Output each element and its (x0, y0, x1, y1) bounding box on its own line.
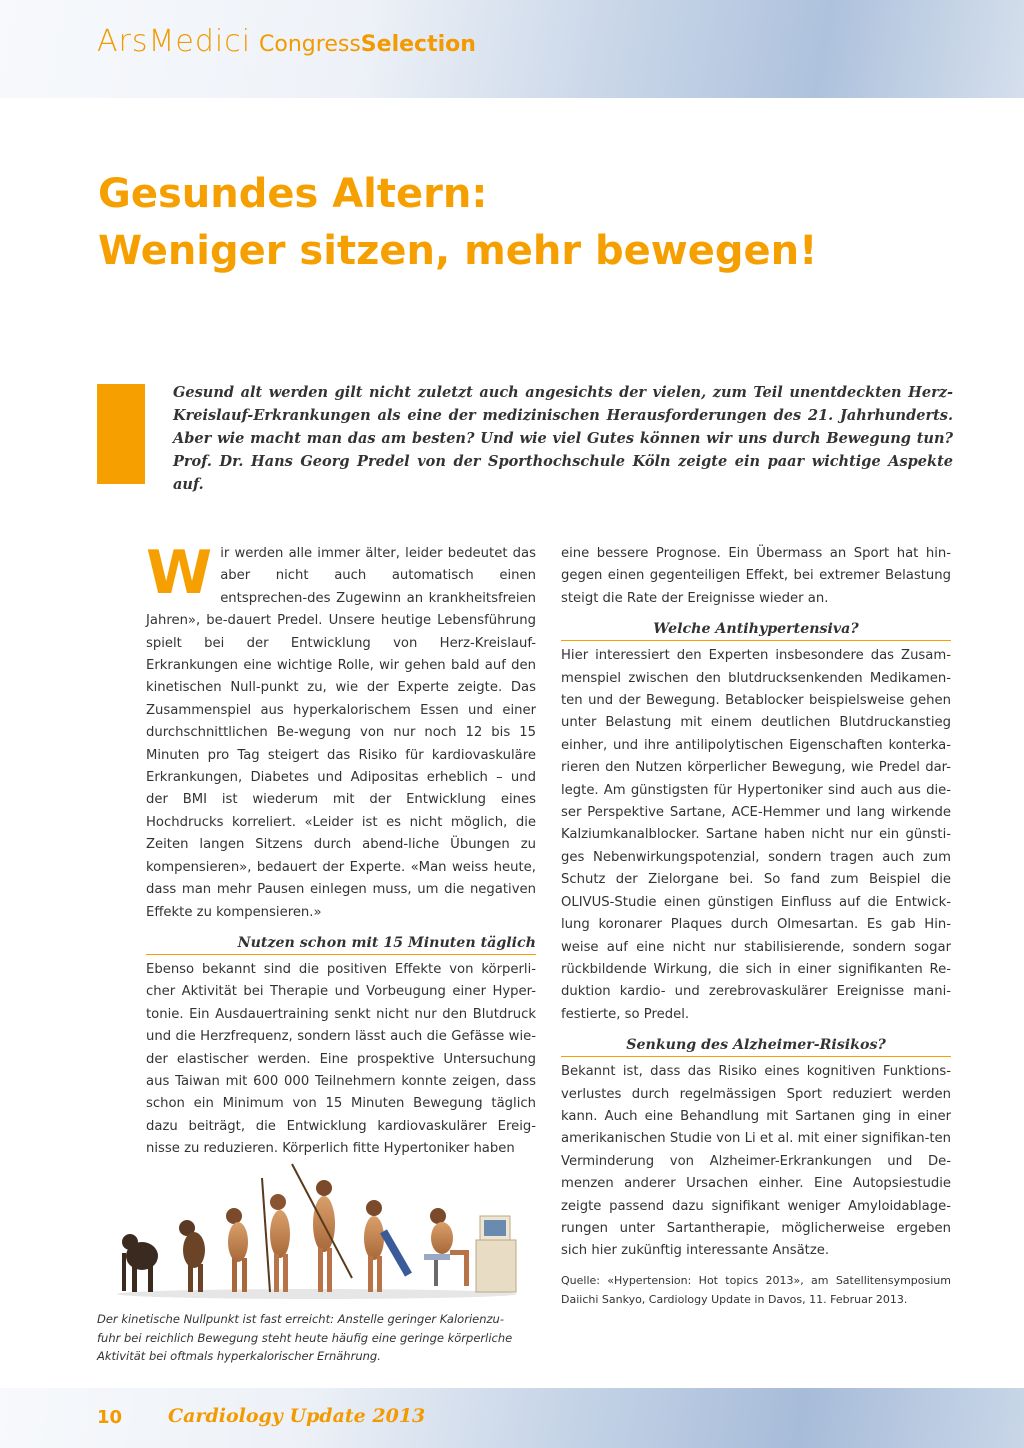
body-paragraph-2: Ebenso bekannt sind die positiven Effekte von körperli-cher Aktivität bei Therapie und Vorbeugung einer Hyper-tonie. Ein Ausdauertraining senkt nicht nur den Blutdruck und die Herzfrequenz, sondern lässt auch die Gefässe wie-der elastischer werden. Eine prospektive Untersuchung aus Taiwan mit 600 000 Teilnehmern konnte zeigen, dass schon ein Minimum von 15 Minuten Bewegung täglich dazu beiträgt, die Entwicklung kardiovaskulärer Ereig-nisse zu reduzieren. Körperlich fitte Hypertoniker haben (146, 961, 536, 1157)
homo-erectus-figure (262, 1178, 290, 1292)
early-hominid-figure (179, 1220, 205, 1292)
lead-accent-bar (97, 384, 145, 484)
computer-user-figure (424, 1208, 516, 1292)
subheading-antihypertensiva: Welche Antihypertensiva? (561, 619, 951, 641)
body-paragraph-3: Hier interessiert den Experten insbesondere das Zusam-menspiel zwischen den blutdrucksenkenden Medikamen-ten und der Bewegung. Betablocker beispielsweise gehen unter Belastung mit einem deutlichen Blutdruckanstieg einher, und ihre antilipolytischen Eigenschaften konterka-rieren den Nutzen körperlicher Bewegung, wie Predel dar-legte. Am günstigsten für Hypertoniker sind auch aus die-ser Perspektive Sartane, ACE-Hemmer und lang wirkende Kalziumkanalblocker. Sartane haben nicht nur ein günsti-ges Nebenwirkungspotenzial, sondern tragen auch zum Schutz der Zielorgane bei. So fand zum Beispiel die OLIVUS-Studie einen günstigen Einfluss auf die Entwick-lung koronarer Plaques durch Olmesartan. Es gab Hin-weise auf eine nicht nur stabilisierende, sondern sogar rückbildende Wirkung, die sich in einer signifikanten Re-duktion kardio- und zerebrovaskulärer Ereignisse mani-festierte, so Predel. (561, 648, 951, 1022)
intro-paragraph (146, 538, 536, 924)
subheading-15-minuten: Nutzen schon mit 15 Minuten täglich (146, 933, 536, 955)
evolution-illustration (112, 1158, 522, 1300)
ars-medici-logo (97, 24, 476, 64)
homo-sapiens-figure (292, 1164, 352, 1292)
ape-figure (122, 1234, 158, 1292)
article-title-line2: Weniger sitzen, mehr bewegen! (98, 228, 818, 274)
subheading-alzheimer: Senkung des Alzheimer-Risikos? (561, 1035, 951, 1057)
hominid-figure (226, 1208, 248, 1292)
intro-text: ir werden alle immer älter, leider bedeutet das aber nicht auch automatisch einen entsprechen-des Zugewinn an krankheitsfreien Jahren», be-dauert Predel. Unsere heutige Lebensführung spielt bei der Entwicklung von Herz-Kreislauf-Erkrankungen eine wichtige Rolle, wir gehen bald auf den kinetischen Null-punkt zu, wie der Experte zeigte. Das Zusammenspiel aus hyperkalorischem Essen und einer durchschnittlichen Be-wegung von nur noch 12 bis 15 Minuten pro Tag steigert das Risiko für kardiovaskuläre Erkrankungen, Diabetes und Adipositas erheblich – und der BMI ist wiederum mit der Entwicklung eines Hochdrucks korreliert. «Leider ist es nicht möglich, die Zeiten langen Sitzens durch abend-liche Übungen zu kompensieren», bedauert der Experte. «Man weiss heute, dass man mehr Pausen einlegen muss, um die negativen Effekte zu kompensieren.» (146, 546, 536, 920)
dropcap: W (146, 538, 213, 608)
footer-band (0, 1388, 1024, 1448)
worker-figure (364, 1200, 412, 1292)
body-paragraph-2-continued: eine bessere Prognose. Ein Übermass an Sport hat hin-gegen einen gegenteiligen Effekt, bei extremer Belastung steigt die Rate der Ereignisse wieder an. (561, 546, 951, 606)
article-title (98, 166, 958, 280)
logo-ars-medici: ArsMedici (97, 24, 252, 59)
body-paragraph-4: Bekannt ist, dass das Risiko eines kognitiven Funktions-verlustes durch regelmässigen Sport reduziert werden kann. Auch eine Behandlung mit Sartanen ging in einer amerikanischen Studie von Li et al. mit einer signifikan-ten Verminderung von Alzheimer-Erkrankungen und De-menzen anderer Ursachen einher. Eine Autopsiestudie zeigte passend dazu signifikant weniger Amyloidablage-rungen unter Sartantherapie, möglicherweise ergeben sich hier zukünftig interessante Ansätze. (561, 1064, 951, 1259)
page-number: 10 (97, 1407, 123, 1428)
column-left (146, 538, 536, 1161)
source-note: Quelle: «Hypertension: Hot topics 2013», am Satellitensymposium Daiichi Sankyo, Cardiology Update in Davos, 11. Februar 2013. (561, 1274, 951, 1306)
journal-name: Cardiology Update 2013 (168, 1405, 426, 1427)
logo-congress: Congress (259, 32, 361, 57)
logo-selection: Selection (360, 32, 476, 57)
figure-caption: Der kinetische Nullpunkt ist fast erreicht: Anstelle geringer Kalorienzu-fuhr bei reichlich Bewegung steht heute häufig eine geringe körperliche Aktivität bei oftmals hyperkalorischer Ernährung. (97, 1312, 513, 1363)
column-right (561, 543, 951, 1263)
article-title-line1: Gesundes Altern: (98, 171, 488, 217)
lead-paragraph: Gesund alt werden gilt nicht zuletzt auch angesichts der vielen, zum Teil unentdeckten Herz-Kreislauf-Erkrankungen als eine der medizinischen Herausforderungen des 21. Jahrhunderts. Aber wie macht man das am besten? Und wie viel Gutes können wir uns durch Bewegung tun? Prof. Dr. Hans Georg Predel von der Sporthochschule Köln zeigte ein paar wichtige Aspekte auf. (173, 384, 953, 493)
